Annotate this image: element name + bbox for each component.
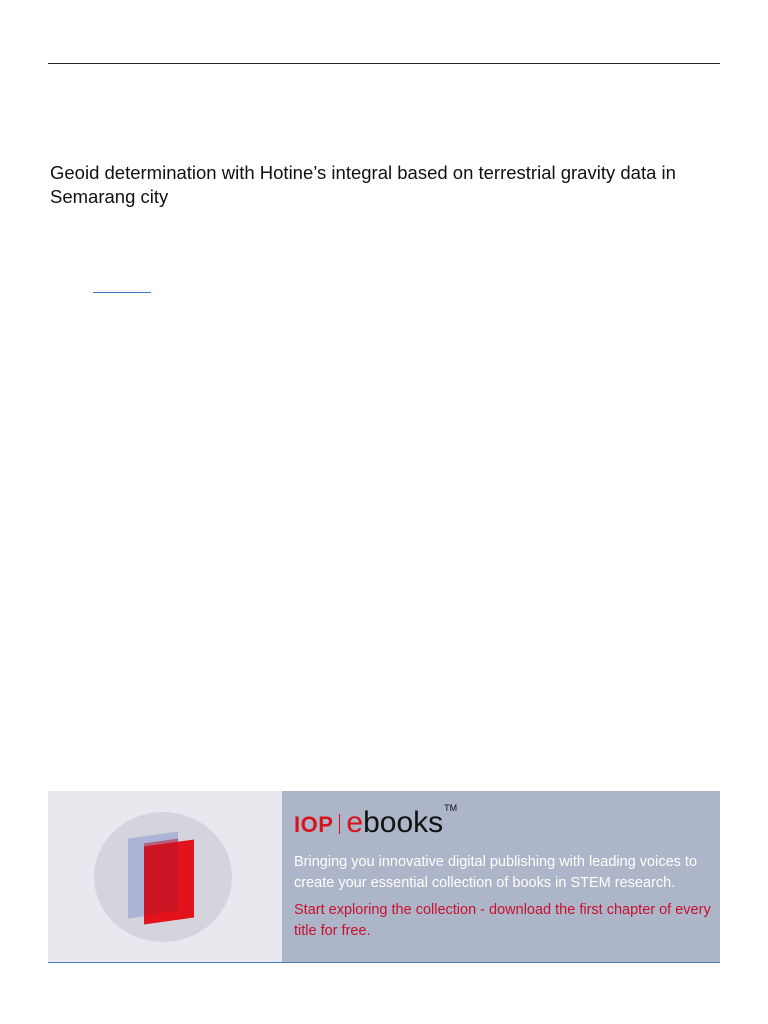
citation-link[interactable] bbox=[93, 276, 151, 293]
top-rule bbox=[48, 63, 720, 64]
banner-tagline: Bringing you innovative digital publishing with leading voices to create your essential collection of books in STEM research. bbox=[294, 854, 698, 891]
article-title: Geoid determination with Hotine’s integral based on terrestrial gravity data in Semarang city bbox=[50, 162, 676, 207]
book-overlap-icon bbox=[144, 839, 178, 916]
banner-call-to-action[interactable]: Start exploring the collection - download the first chapter of every title for free. bbox=[294, 902, 711, 939]
iop-ebooks-banner[interactable] bbox=[48, 791, 720, 963]
brand-books: books bbox=[363, 806, 444, 839]
brand-e: e bbox=[346, 806, 364, 839]
brand-iop: IOP bbox=[294, 812, 334, 837]
brand-trademark: TM bbox=[444, 803, 458, 813]
iop-ebooks-logo bbox=[294, 805, 457, 837]
banner-text-panel bbox=[282, 791, 720, 962]
brand-separator bbox=[339, 814, 340, 834]
banner-graphic-panel bbox=[48, 791, 282, 962]
